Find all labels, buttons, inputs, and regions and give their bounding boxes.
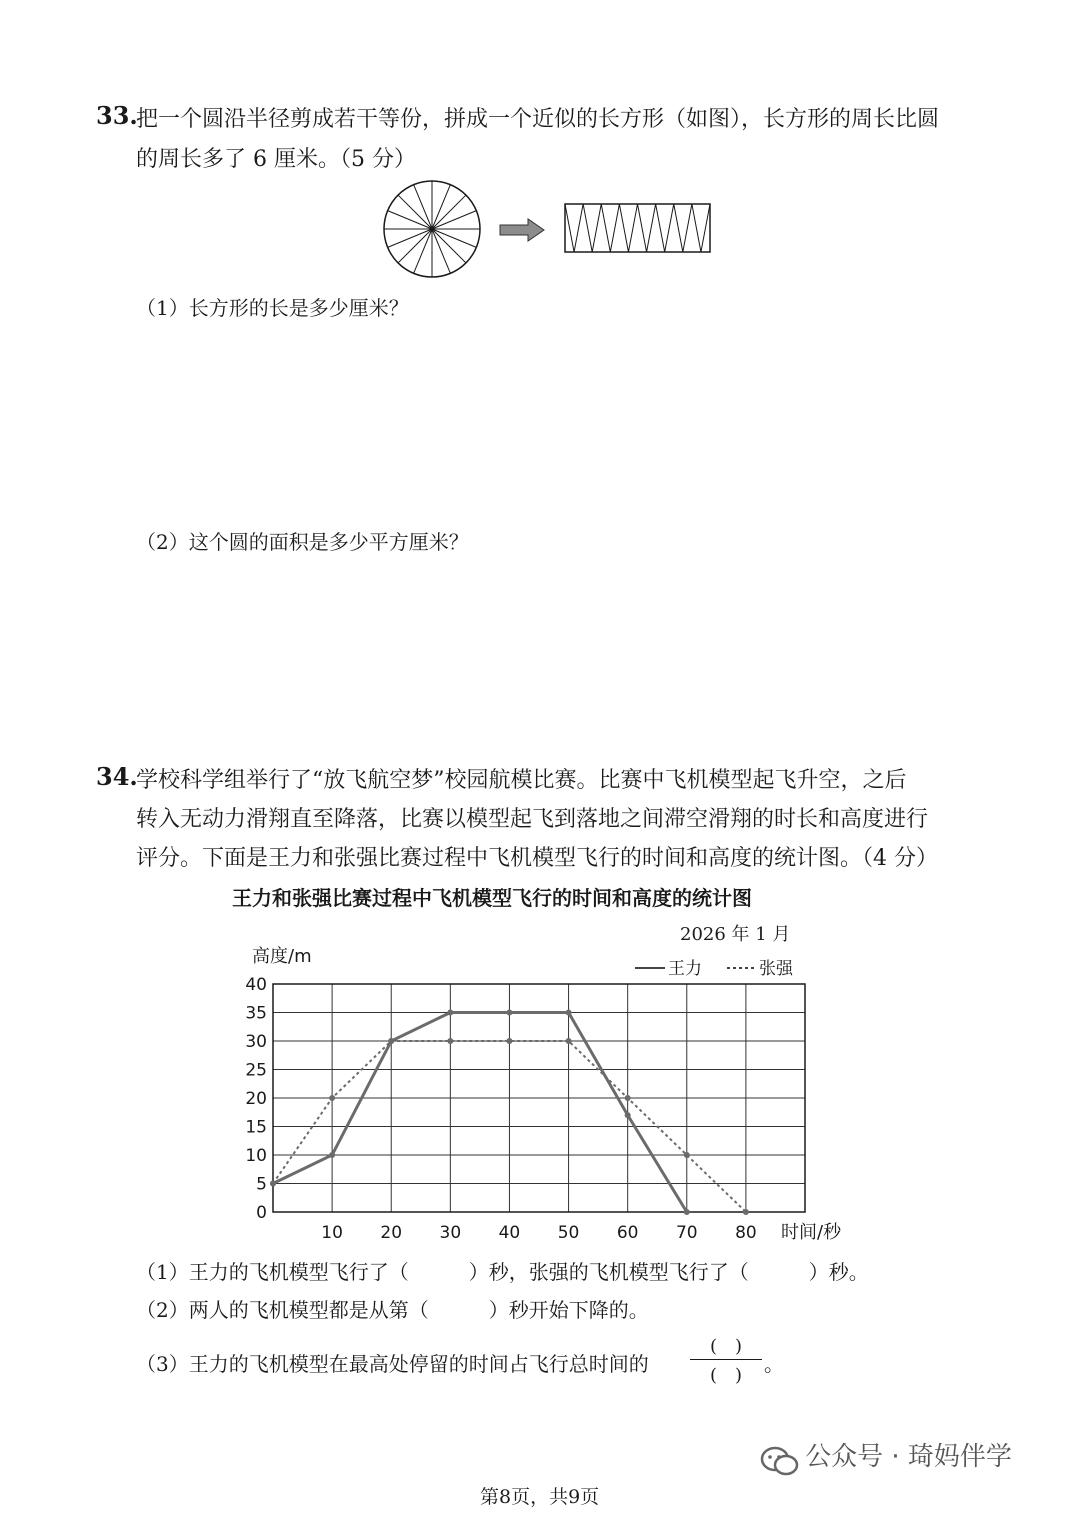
question-34-text-line2: 转入无动力滑翔直至降落，比赛以模型起飞到落地之间滞空滑翔的时长和高度进行 [136, 807, 929, 832]
x-tick-label: 80 [735, 1223, 757, 1243]
data-point [447, 1038, 453, 1044]
data-point [566, 1038, 572, 1044]
data-point [270, 1181, 276, 1187]
right-arrow-icon [500, 219, 544, 241]
chart-title: 王力和张强比赛过程中飞机模型飞行的时间和高度的统计图 [232, 886, 752, 910]
question-33-sub1: （1）长方形的长是多少厘米？ [136, 296, 409, 320]
segmented-circle [384, 181, 480, 277]
y-tick-label: 0 [256, 1203, 267, 1223]
y-tick-label: 30 [245, 1032, 267, 1052]
question-33-number: 33. [96, 101, 138, 130]
question-34-sub3-end: 。 [764, 1352, 784, 1376]
x-tick-label: 60 [616, 1223, 639, 1243]
y-tick-label: 40 [245, 975, 267, 995]
data-point [684, 1209, 690, 1215]
data-point [625, 1112, 631, 1118]
data-point [388, 1038, 394, 1044]
approximate-rectangle [565, 204, 710, 252]
question-34-sub1: （1）王力的飞机模型飞行了（ ）秒，张强的飞机模型飞行了（ ）秒。 [136, 1260, 869, 1284]
radius-line [432, 195, 466, 229]
watermark-text: 公众号 · 琦妈伴学 [805, 1442, 1012, 1472]
x-tick-label: 70 [675, 1223, 698, 1243]
fraction-denominator: ( ) [709, 1365, 743, 1386]
fraction-bar [690, 1359, 762, 1360]
x-tick-label: 20 [380, 1223, 403, 1243]
data-point [329, 1095, 335, 1101]
chart-legend [635, 959, 794, 979]
series-wangli [270, 1010, 690, 1216]
x-tick-label: 30 [439, 1223, 462, 1243]
flight-height-line-chart [230, 938, 870, 1248]
data-point [329, 1152, 335, 1158]
legend-label-zhangqiang: 张强 [759, 959, 793, 979]
y-tick-label: 5 [256, 1174, 267, 1195]
fraction-answer [690, 1332, 762, 1387]
x-tick-label: 10 [321, 1223, 343, 1243]
watermark [760, 1436, 1012, 1478]
radius-line [432, 229, 466, 263]
fraction-numerator: ( ) [709, 1336, 743, 1357]
data-point [447, 1010, 453, 1016]
page-number: 第8页，共9页 [480, 1486, 600, 1508]
question-34-sub2: （2）两人的飞机模型都是从第（ ）秒开始下降的。 [136, 1298, 649, 1322]
x-tick-label: 50 [557, 1223, 580, 1243]
y-tick-label: 10 [245, 1146, 267, 1166]
radius-line [398, 195, 432, 229]
question-34-number: 34. [96, 762, 138, 791]
data-point [506, 1038, 512, 1044]
x-tick-label: 40 [498, 1223, 521, 1243]
y-tick-label: 35 [245, 1003, 267, 1024]
x-axis-label: 时间/秒 [781, 1222, 842, 1243]
y-axis-label: 高度/m [252, 946, 312, 967]
y-tick-label: 20 [245, 1089, 267, 1109]
data-point [743, 1209, 749, 1215]
question-34-sub3: （3）王力的飞机模型在最高处停留的时间占飞行总时间的 [136, 1352, 649, 1376]
question-33-text-line1: 把一个圆沿半径剪成若干等份，拼成一个近似的长方形（如图），长方形的周长比圆 [136, 107, 940, 132]
y-tick-label: 15 [245, 1117, 267, 1138]
data-point [506, 1010, 512, 1016]
sector-edges [565, 204, 710, 252]
chart-date: 2026 年 1 月 [680, 924, 791, 945]
wechat-icon [760, 1444, 800, 1478]
question-33-sub2: （2）这个圆的面积是多少平方厘米？ [136, 530, 469, 554]
radius-line [398, 229, 432, 263]
question-34-text-line1: 学校科学组举行了“放飞航空梦”校园航模比赛。比赛中飞机模型起飞升空，之后 [136, 768, 907, 793]
rectangle-outline [565, 204, 710, 252]
y-tick-label: 25 [245, 1060, 267, 1081]
question-33-text-line2: 的周长多了 6 厘米。（5 分） [136, 147, 416, 172]
data-point [684, 1152, 690, 1158]
question-34-text-line3: 评分。下面是王力和张强比赛过程中飞机模型飞行的时间和高度的统计图。（4 分） [136, 846, 938, 871]
data-point [566, 1010, 572, 1016]
legend-label-wangli: 王力 [668, 959, 702, 979]
data-point [625, 1095, 631, 1101]
chart-grid [273, 984, 805, 1212]
series-line [273, 1013, 687, 1213]
circle-to-rectangle-figure [380, 180, 720, 280]
